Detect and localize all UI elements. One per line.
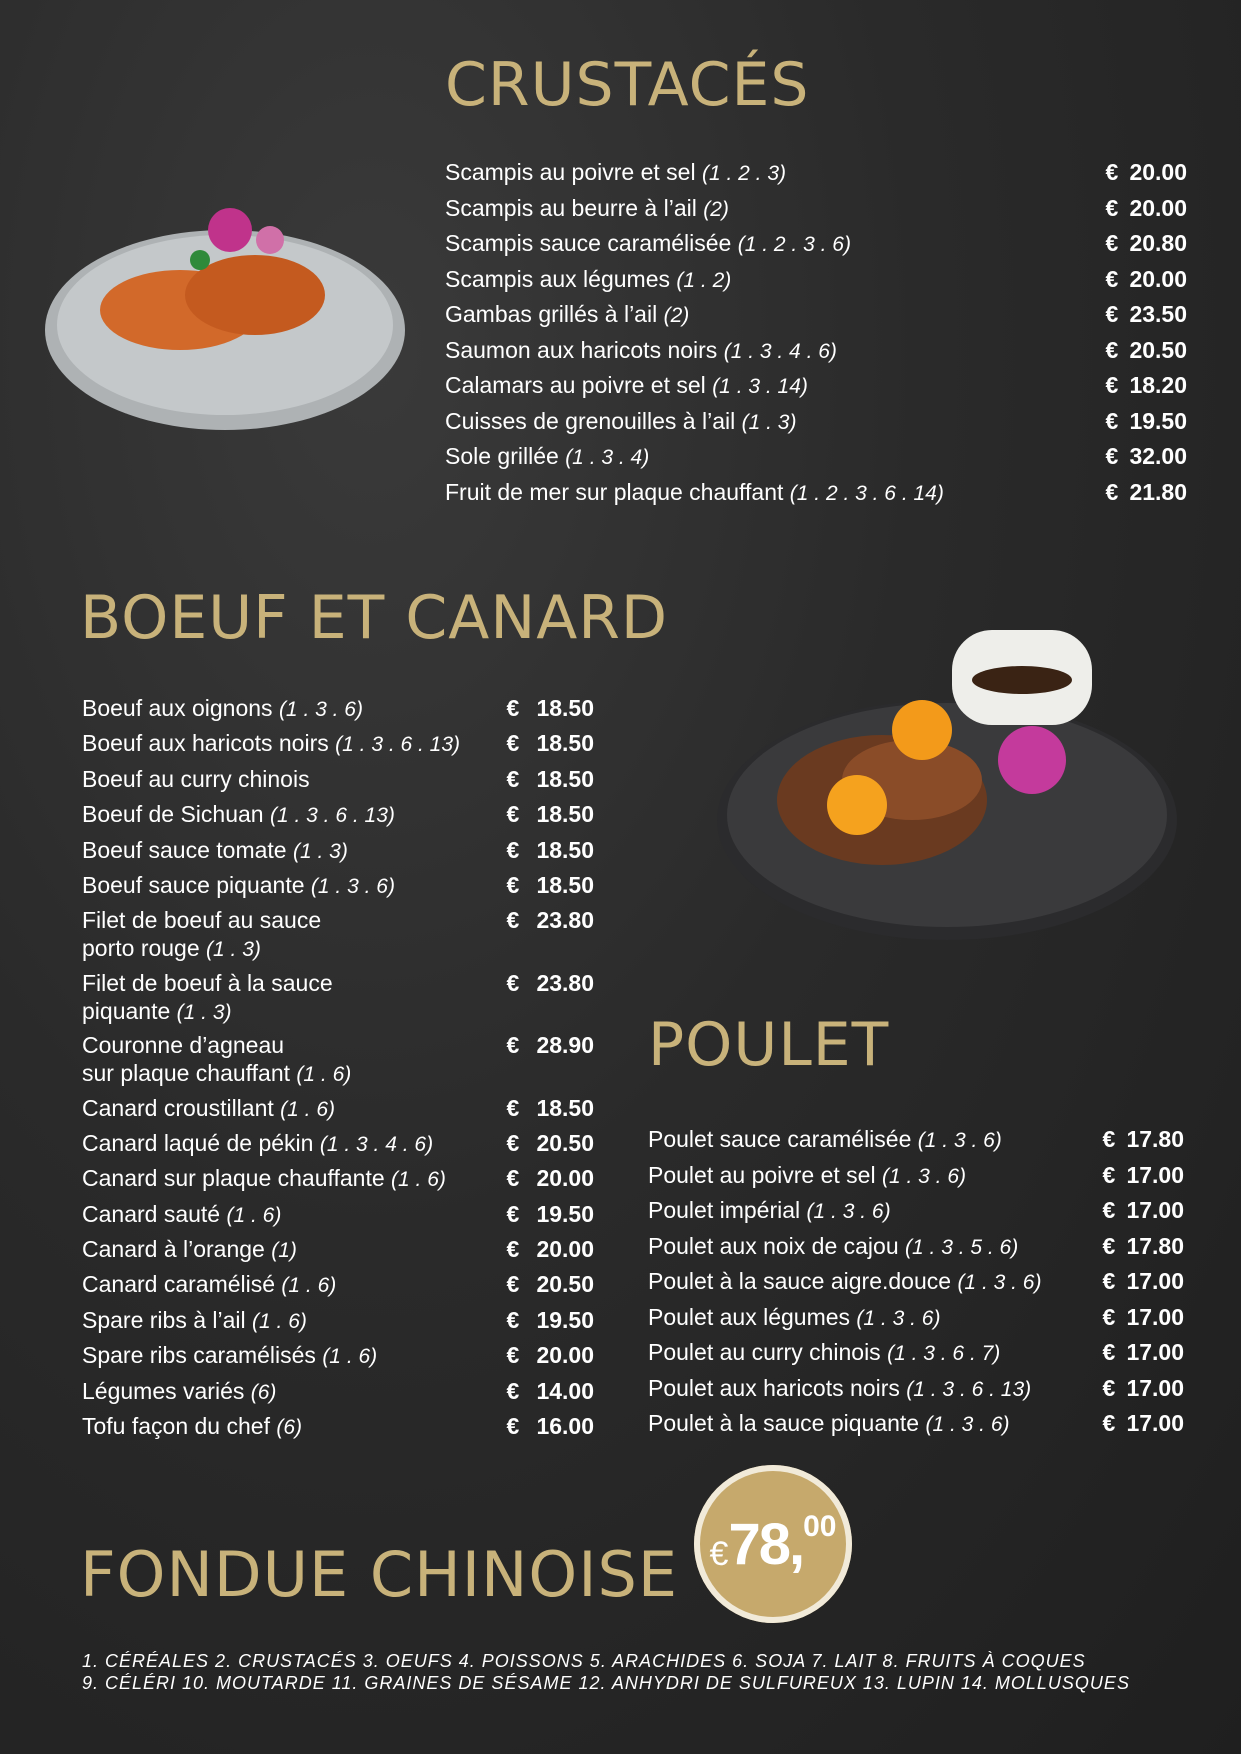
item-name bbox=[445, 336, 837, 366]
item-title: Spare ribs à l’ail bbox=[82, 1306, 246, 1333]
item-title: Scampis au poivre et sel bbox=[445, 159, 696, 185]
price-value: 19.50 bbox=[536, 1200, 594, 1227]
item-price bbox=[1102, 1125, 1184, 1153]
crustaces-title: CRUSTACÉS bbox=[445, 50, 810, 120]
item-price bbox=[1102, 1338, 1184, 1366]
currency-symbol: € bbox=[506, 1413, 520, 1440]
currency-symbol: € bbox=[1105, 407, 1119, 434]
price-value: 17.80 bbox=[1126, 1126, 1184, 1152]
price-value: 18.50 bbox=[536, 871, 594, 898]
item-allergens: (1 . 6) bbox=[296, 1063, 352, 1087]
currency-symbol: € bbox=[506, 871, 520, 898]
currency-symbol: € bbox=[506, 907, 520, 934]
item-name bbox=[82, 1235, 297, 1265]
item-name bbox=[82, 1306, 307, 1336]
item-name bbox=[648, 1125, 1002, 1155]
price-value: 17.00 bbox=[1126, 1161, 1184, 1188]
item-title: Canard à l’orange bbox=[82, 1236, 265, 1263]
item-price bbox=[1105, 478, 1187, 506]
item-price bbox=[506, 969, 594, 997]
fondue-title: FONDUE CHINOISE bbox=[80, 1538, 679, 1611]
item-title: Canard sauté bbox=[82, 1200, 221, 1227]
item-name bbox=[82, 836, 348, 866]
item-allergens: (1) bbox=[271, 1239, 297, 1263]
item-price bbox=[506, 1164, 594, 1192]
shrimp-dish-image bbox=[40, 200, 410, 440]
currency-symbol: € bbox=[1105, 159, 1119, 185]
item-name bbox=[648, 1161, 966, 1191]
poulet-item bbox=[648, 1161, 1184, 1197]
item-title: Poulet aux légumes bbox=[648, 1303, 851, 1330]
currency-symbol: € bbox=[506, 1342, 520, 1369]
item-price bbox=[506, 836, 594, 864]
item-name bbox=[82, 729, 460, 759]
item-price bbox=[506, 1235, 594, 1263]
item-allergens: (1 . 3 . 6) bbox=[856, 1306, 941, 1330]
price-value: 17.00 bbox=[1126, 1197, 1184, 1223]
item-price bbox=[1105, 442, 1187, 470]
currency-symbol: € bbox=[1102, 1374, 1116, 1401]
item-name bbox=[82, 1377, 276, 1407]
price-value: 20.00 bbox=[1129, 159, 1187, 185]
item-allergens: (1 . 3) bbox=[176, 1000, 232, 1024]
item-allergens: (1 . 3 . 4) bbox=[565, 446, 650, 469]
item-price bbox=[506, 1377, 594, 1405]
item-allergens: (6) bbox=[250, 1380, 277, 1404]
price-value: 20.50 bbox=[536, 1129, 594, 1156]
item-title: Poulet au curry chinois bbox=[648, 1339, 881, 1365]
item-name bbox=[648, 1303, 940, 1333]
item-price bbox=[1105, 407, 1187, 435]
crustaces-item bbox=[445, 158, 1187, 194]
price-value: 21.80 bbox=[1129, 478, 1187, 505]
currency-symbol: € bbox=[506, 1236, 520, 1263]
badge-currency: € bbox=[709, 1534, 729, 1573]
item-title-line2: piquante bbox=[82, 997, 171, 1024]
item-price bbox=[506, 765, 594, 793]
price-value: 18.50 bbox=[536, 695, 594, 721]
item-title: Gambas grillés à l’ail bbox=[445, 301, 658, 327]
currency-symbol: € bbox=[1105, 194, 1119, 221]
poulet-item bbox=[648, 1303, 1184, 1339]
currency-symbol: € bbox=[1102, 1197, 1116, 1223]
crustaces-menu bbox=[445, 158, 1187, 513]
poulet-item bbox=[648, 1232, 1184, 1268]
item-title: Filet de boeuf au sauce bbox=[82, 907, 322, 934]
price-value: 19.50 bbox=[536, 1306, 594, 1333]
crustaces-item bbox=[445, 300, 1187, 336]
item-title: Canard caramélisé bbox=[82, 1271, 276, 1298]
item-price bbox=[506, 1129, 594, 1157]
item-name bbox=[82, 969, 333, 1027]
price-value: 14.00 bbox=[536, 1377, 594, 1404]
item-allergens: (1 . 3) bbox=[741, 410, 797, 434]
item-price bbox=[1105, 371, 1187, 399]
price-value: 18.50 bbox=[536, 1094, 594, 1121]
currency-symbol: € bbox=[1105, 230, 1119, 256]
item-allergens: (1 . 6) bbox=[226, 1203, 282, 1227]
item-allergens: (1 . 3 . 14) bbox=[712, 375, 808, 398]
item-name bbox=[82, 765, 310, 793]
price-value: 20.00 bbox=[536, 1342, 594, 1369]
item-title-line2: sur plaque chauffant bbox=[82, 1060, 291, 1087]
item-price bbox=[506, 1306, 594, 1334]
price-value: 20.50 bbox=[1129, 336, 1187, 363]
boeuf-item bbox=[82, 1031, 594, 1093]
price-value: 17.00 bbox=[1126, 1374, 1184, 1401]
boeuf-item bbox=[82, 906, 594, 968]
item-title: Spare ribs caramélisés bbox=[82, 1342, 316, 1369]
item-price bbox=[1105, 229, 1187, 257]
price-value: 20.50 bbox=[536, 1271, 594, 1298]
item-name bbox=[82, 1200, 281, 1230]
crustaces-item bbox=[445, 265, 1187, 301]
item-price bbox=[506, 800, 594, 828]
item-title: Canard sur plaque chauffante bbox=[82, 1165, 385, 1192]
crustaces-item bbox=[445, 442, 1187, 478]
currency-symbol: € bbox=[506, 1306, 520, 1333]
item-allergens: (1 . 3 . 6 . 7) bbox=[887, 1342, 1001, 1365]
price-value: 18.50 bbox=[536, 836, 594, 863]
item-title: Poulet impérial bbox=[648, 1197, 801, 1223]
price-value: 28.90 bbox=[536, 1032, 594, 1059]
item-allergens: (1 . 6) bbox=[280, 1097, 336, 1121]
item-allergens: (1 . 2 . 3) bbox=[701, 162, 786, 185]
currency-symbol: € bbox=[1102, 1232, 1116, 1259]
item-title: Filet de boeuf à la sauce bbox=[82, 969, 333, 996]
boeuf-item bbox=[82, 1306, 594, 1341]
item-allergens: (1 . 2 . 3 . 6 . 14) bbox=[789, 481, 944, 505]
item-name bbox=[82, 1341, 377, 1371]
item-price bbox=[506, 871, 594, 899]
poulet-item bbox=[648, 1338, 1184, 1374]
item-allergens: (1 . 3) bbox=[206, 938, 261, 962]
currency-symbol: € bbox=[1102, 1339, 1116, 1365]
currency-symbol: € bbox=[1105, 336, 1119, 363]
boeuf-item bbox=[82, 765, 594, 800]
crustaces-item bbox=[445, 371, 1187, 407]
item-name bbox=[445, 229, 851, 259]
price-value: 17.00 bbox=[1126, 1339, 1184, 1365]
item-title: Saumon aux haricots noirs bbox=[445, 336, 718, 363]
boeuf-item bbox=[82, 1341, 594, 1376]
crustaces-item bbox=[445, 336, 1187, 372]
boeuf-item bbox=[82, 729, 594, 764]
boeuf-item bbox=[82, 694, 594, 729]
boeuf-item bbox=[82, 1270, 594, 1305]
fondue-price-badge bbox=[694, 1465, 852, 1623]
item-title: Boeuf de Sichuan bbox=[82, 801, 264, 828]
item-allergens: (1 . 3 . 6) bbox=[881, 1164, 967, 1188]
currency-symbol: € bbox=[1102, 1303, 1116, 1330]
currency-symbol: € bbox=[506, 1094, 520, 1121]
item-price bbox=[1105, 336, 1187, 364]
item-name bbox=[82, 694, 363, 724]
item-title: Boeuf au curry chinois bbox=[82, 765, 310, 792]
item-allergens: (1 . 3 . 6 . 13) bbox=[269, 804, 395, 828]
item-title: Boeuf sauce piquante bbox=[82, 871, 305, 898]
item-price bbox=[1102, 1303, 1184, 1331]
item-price bbox=[1102, 1232, 1184, 1260]
currency-symbol: € bbox=[506, 1032, 520, 1059]
item-title-line2: porto rouge bbox=[82, 935, 200, 962]
item-name bbox=[445, 158, 786, 188]
item-title: Canard croustillant bbox=[82, 1094, 274, 1121]
item-allergens: (1 . 3 . 6) bbox=[310, 874, 395, 898]
legend-line-2: 9. CÉLÉRI 10. MOUTARDE 11. GRAINES DE SÉSAME 12. ANHYDRI DE SULFUREUX 13. LUPIN 14. MOLLUSQUES bbox=[82, 1673, 1130, 1693]
price-value: 23.80 bbox=[536, 907, 594, 934]
item-price bbox=[506, 1031, 594, 1059]
item-price bbox=[1102, 1267, 1184, 1295]
item-price bbox=[1105, 265, 1187, 293]
item-name bbox=[82, 871, 395, 901]
boeuf-menu bbox=[82, 694, 594, 1447]
price-value: 23.50 bbox=[1129, 301, 1187, 327]
item-allergens: (1 . 6) bbox=[252, 1309, 307, 1333]
crustaces-item bbox=[445, 229, 1187, 265]
boeuf-item bbox=[82, 1200, 594, 1235]
item-name bbox=[445, 371, 808, 401]
item-title: Scampis sauce caramélisée bbox=[445, 230, 732, 256]
item-name bbox=[648, 1196, 891, 1226]
item-name bbox=[82, 1164, 446, 1194]
item-allergens: (1 . 3 . 6) bbox=[917, 1129, 1002, 1152]
item-title: Poulet à la sauce piquante bbox=[648, 1410, 920, 1436]
item-name bbox=[445, 407, 796, 437]
boeuf-item bbox=[82, 871, 594, 906]
poulet-item bbox=[648, 1267, 1184, 1303]
item-allergens: (1 . 3 . 4 . 6) bbox=[723, 339, 837, 363]
item-price bbox=[1105, 158, 1187, 186]
price-value: 20.00 bbox=[536, 1236, 594, 1263]
boeuf-item bbox=[82, 969, 594, 1031]
boeuf-item bbox=[82, 1129, 594, 1164]
item-allergens: (1 . 3 . 4 . 6) bbox=[319, 1132, 434, 1156]
boeuf-item bbox=[82, 1377, 594, 1412]
poulet-item bbox=[648, 1125, 1184, 1161]
currency-symbol: € bbox=[1105, 372, 1119, 398]
price-value: 18.50 bbox=[536, 765, 594, 792]
badge-price-whole: 78, bbox=[728, 1511, 804, 1577]
currency-symbol: € bbox=[1105, 478, 1119, 505]
item-title: Couronne d’agneau bbox=[82, 1032, 285, 1059]
item-title: Scampis au beurre à l’ail bbox=[445, 194, 697, 221]
item-title: Poulet à la sauce aigre.douce bbox=[648, 1268, 952, 1294]
item-name bbox=[82, 1031, 351, 1089]
price-value: 18.50 bbox=[536, 730, 594, 757]
price-value: 32.00 bbox=[1129, 443, 1187, 469]
item-title: Boeuf aux oignons bbox=[82, 695, 273, 721]
item-title: Sole grillée bbox=[445, 443, 559, 469]
item-title: Boeuf sauce tomate bbox=[82, 836, 287, 863]
item-title: Boeuf aux haricots noirs bbox=[82, 730, 329, 757]
item-name bbox=[648, 1409, 1010, 1439]
price-value: 18.50 bbox=[536, 801, 594, 828]
item-price bbox=[506, 1341, 594, 1369]
item-allergens: (1 . 2) bbox=[676, 268, 732, 292]
currency-symbol: € bbox=[506, 836, 520, 863]
item-name bbox=[82, 1094, 335, 1124]
item-title: Calamars au poivre et sel bbox=[445, 372, 706, 398]
boeuf-item bbox=[82, 1412, 594, 1447]
currency-symbol: € bbox=[1102, 1126, 1116, 1152]
price-value: 20.00 bbox=[536, 1165, 594, 1192]
currency-symbol: € bbox=[1105, 301, 1119, 327]
item-name bbox=[445, 478, 944, 508]
price-value: 18.20 bbox=[1129, 372, 1187, 398]
item-title: Scampis aux légumes bbox=[445, 265, 670, 292]
poulet-title: POULET bbox=[648, 1010, 890, 1080]
price-value: 20.00 bbox=[1129, 194, 1187, 221]
item-title: Fruit de mer sur plaque chauffant bbox=[445, 478, 784, 505]
item-allergens: (1 . 3 . 6) bbox=[957, 1271, 1042, 1294]
crustaces-item bbox=[445, 478, 1187, 514]
price-value: 19.50 bbox=[1129, 407, 1187, 434]
item-name bbox=[82, 800, 395, 830]
item-allergens: (1 . 3 . 5 . 6) bbox=[905, 1235, 1019, 1259]
item-price bbox=[1102, 1161, 1184, 1189]
item-title: Légumes variés bbox=[82, 1377, 245, 1404]
boeuf-item bbox=[82, 800, 594, 835]
item-name bbox=[445, 265, 731, 295]
currency-symbol: € bbox=[1102, 1268, 1116, 1294]
item-name bbox=[82, 906, 321, 964]
item-name bbox=[82, 1412, 302, 1442]
item-price bbox=[506, 1200, 594, 1228]
poulet-item bbox=[648, 1409, 1184, 1445]
price-value: 17.00 bbox=[1126, 1303, 1184, 1330]
item-price bbox=[506, 906, 594, 934]
item-title: Canard laqué de pékin bbox=[82, 1129, 314, 1156]
boeuf-item bbox=[82, 836, 594, 871]
item-name bbox=[445, 300, 689, 330]
item-price bbox=[1102, 1196, 1184, 1224]
price-value: 20.80 bbox=[1129, 230, 1187, 256]
poulet-item bbox=[648, 1196, 1184, 1232]
item-name bbox=[445, 442, 649, 472]
allergen-legend bbox=[82, 1650, 1182, 1694]
item-title: Poulet aux haricots noirs bbox=[648, 1374, 900, 1401]
price-value: 20.00 bbox=[1129, 265, 1187, 292]
item-name bbox=[82, 1129, 433, 1159]
currency-symbol: € bbox=[506, 1377, 520, 1404]
item-price bbox=[506, 1094, 594, 1122]
crustaces-item bbox=[445, 407, 1187, 443]
currency-symbol: € bbox=[1105, 443, 1119, 469]
currency-symbol: € bbox=[506, 1165, 520, 1192]
item-name bbox=[648, 1338, 1000, 1368]
currency-symbol: € bbox=[506, 1271, 520, 1298]
item-title: Poulet sauce caramélisée bbox=[648, 1126, 912, 1152]
item-allergens: (1 . 3) bbox=[292, 839, 348, 863]
poulet-menu bbox=[648, 1125, 1184, 1445]
item-price bbox=[506, 694, 594, 722]
price-value: 17.00 bbox=[1126, 1410, 1184, 1436]
item-price bbox=[506, 729, 594, 757]
item-title: Cuisses de grenouilles à l’ail bbox=[445, 407, 736, 434]
item-name bbox=[648, 1232, 1018, 1262]
item-allergens: (1 . 6) bbox=[322, 1345, 378, 1369]
currency-symbol: € bbox=[506, 969, 520, 996]
price-value: 17.80 bbox=[1126, 1232, 1184, 1259]
item-allergens: (1 . 3 . 6 . 13) bbox=[906, 1377, 1032, 1401]
item-price bbox=[506, 1270, 594, 1298]
item-allergens: (6) bbox=[276, 1416, 303, 1440]
item-allergens: (1 . 2 . 3 . 6) bbox=[737, 233, 851, 256]
currency-symbol: € bbox=[506, 801, 520, 828]
item-name bbox=[445, 194, 729, 224]
item-name bbox=[648, 1267, 1041, 1297]
currency-symbol: € bbox=[1102, 1161, 1116, 1188]
currency-symbol: € bbox=[506, 765, 520, 792]
currency-symbol: € bbox=[506, 1129, 520, 1156]
item-name bbox=[82, 1270, 336, 1300]
item-price bbox=[506, 1412, 594, 1440]
currency-symbol: € bbox=[506, 730, 520, 757]
item-allergens: (1 . 3 . 6) bbox=[278, 698, 363, 721]
poulet-item bbox=[648, 1374, 1184, 1410]
item-allergens: (1 . 6) bbox=[281, 1274, 337, 1298]
currency-symbol: € bbox=[1102, 1410, 1116, 1436]
item-title: Tofu façon du chef bbox=[82, 1413, 270, 1440]
boeuf-item bbox=[82, 1094, 594, 1129]
badge-price-decimal: 00 bbox=[803, 1510, 837, 1543]
item-name bbox=[648, 1374, 1031, 1404]
item-price bbox=[1102, 1409, 1184, 1437]
currency-symbol: € bbox=[1105, 265, 1119, 292]
item-price bbox=[1105, 194, 1187, 222]
item-allergens: (1 . 3 . 6) bbox=[806, 1200, 891, 1223]
item-title: Poulet aux noix de cajou bbox=[648, 1232, 899, 1259]
item-allergens: (1 . 6) bbox=[391, 1168, 446, 1192]
item-allergens: (1 . 3 . 6) bbox=[925, 1413, 1010, 1436]
crustaces-item bbox=[445, 194, 1187, 230]
item-allergens: (2) bbox=[703, 197, 729, 221]
item-title: Poulet au poivre et sel bbox=[648, 1161, 876, 1188]
legend-line-1: 1. CÉRÉALES 2. CRUSTACÉS 3. OEUFS 4. POISSONS 5. ARACHIDES 6. SOJA 7. LAIT 8. FRUITS À COQUES bbox=[82, 1651, 1086, 1671]
price-value: 23.80 bbox=[536, 969, 594, 996]
item-price bbox=[1105, 300, 1187, 328]
boeuf-title: BOEUF ET CANARD bbox=[80, 583, 669, 653]
price-value: 17.00 bbox=[1126, 1268, 1184, 1294]
duck-dish-image bbox=[712, 630, 1182, 950]
item-allergens: (2) bbox=[663, 304, 690, 327]
boeuf-item bbox=[82, 1164, 594, 1199]
currency-symbol: € bbox=[506, 695, 520, 721]
price-value: 16.00 bbox=[536, 1413, 594, 1440]
item-price bbox=[1102, 1374, 1184, 1402]
currency-symbol: € bbox=[506, 1200, 520, 1227]
boeuf-item bbox=[82, 1235, 594, 1270]
item-allergens: (1 . 3 . 6 . 13) bbox=[335, 733, 461, 757]
